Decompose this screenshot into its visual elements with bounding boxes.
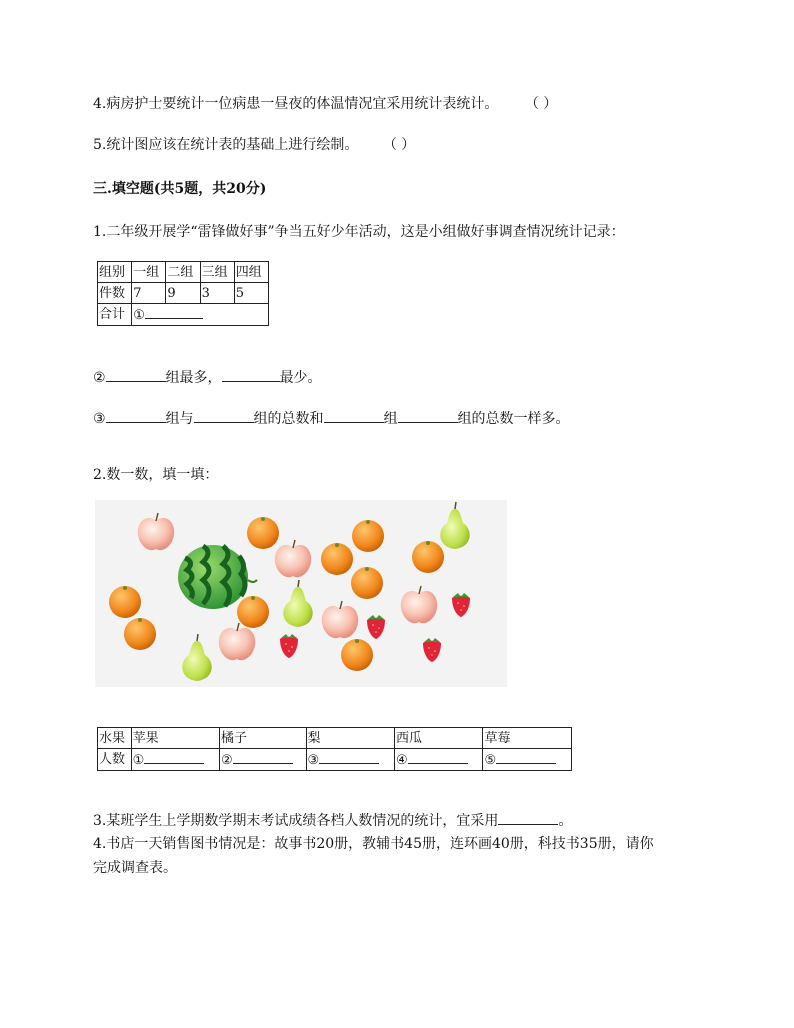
strawberry-icon xyxy=(280,634,298,658)
question-text: 组与 xyxy=(165,411,194,427)
answer-blank[interactable] xyxy=(233,749,293,764)
question-text: 组最多， xyxy=(165,370,222,386)
answer-blank[interactable] xyxy=(144,749,204,764)
orange-icon xyxy=(237,596,269,628)
apple-icon xyxy=(401,586,437,623)
table-row xyxy=(98,728,572,749)
value-cell: 7 xyxy=(132,283,166,304)
section-title: 三.填空题(共5题，共20分) xyxy=(93,181,267,197)
apple-icon xyxy=(275,540,311,577)
answer-paren-4[interactable]: （ ） xyxy=(524,96,558,112)
answer-cell xyxy=(220,749,306,771)
fill-1-question-3 xyxy=(93,408,570,428)
question-5 xyxy=(93,134,415,154)
pear-icon xyxy=(182,634,211,681)
question-text: 。 xyxy=(558,813,573,829)
value-cell: 3 xyxy=(200,283,234,304)
fill-4-line-1: 4.书店一天销售图书情况是：故事书20册，教辅书45册，连环画40册，科技书35册，请你 xyxy=(93,836,654,852)
total-cell xyxy=(132,304,269,326)
answer-blank[interactable] xyxy=(319,749,379,764)
answer-cell xyxy=(483,749,572,771)
table-row xyxy=(98,262,269,283)
answer-cell xyxy=(394,749,482,771)
apple-icon xyxy=(138,513,174,550)
blank-marker: ② xyxy=(221,753,233,768)
question-text: 3.某班学生上学期数学期末考试成绩各档人数情况的统计，宜采用 xyxy=(93,813,499,829)
row-label: 合计 xyxy=(98,304,132,326)
answer-blank[interactable] xyxy=(106,408,166,423)
blank-marker: ④ xyxy=(395,753,408,768)
fruit-table xyxy=(97,727,572,771)
value-cell: 5 xyxy=(234,283,268,304)
blank-marker: ② xyxy=(93,370,106,386)
orange-icon xyxy=(412,541,444,573)
row-label: 件数 xyxy=(98,283,132,304)
orange-icon xyxy=(341,639,373,671)
fill-2-intro: 2.数一数，填一填： xyxy=(93,467,219,483)
strawberry-icon xyxy=(452,593,470,617)
table-row xyxy=(98,304,269,326)
blank-marker: ⑤ xyxy=(484,753,497,768)
header-cell: 三组 xyxy=(200,262,234,283)
header-cell: 西瓜 xyxy=(394,728,482,749)
answer-cell xyxy=(131,749,219,771)
header-cell: 一组 xyxy=(132,262,166,283)
blank-marker: ① xyxy=(133,308,145,323)
question-5-text: 5.统计图应该在统计表的基础上进行绘制。 xyxy=(93,137,359,153)
row-label: 人数 xyxy=(98,749,132,771)
header-cell: 梨 xyxy=(306,728,394,749)
fruit-picture xyxy=(95,500,507,687)
header-cell: 橘子 xyxy=(220,728,306,749)
blank-marker: ③ xyxy=(93,411,106,427)
header-cell: 组别 xyxy=(98,262,132,283)
answer-paren-5[interactable]: （ ） xyxy=(382,137,416,153)
apple-icon xyxy=(219,623,255,660)
orange-icon xyxy=(109,586,141,618)
question-4 xyxy=(93,93,557,113)
apple-icon xyxy=(322,601,358,638)
pear-icon xyxy=(283,580,312,627)
header-cell: 水果 xyxy=(98,728,132,749)
orange-icon xyxy=(321,543,353,575)
value-cell: 9 xyxy=(166,283,200,304)
answer-cell xyxy=(306,749,394,771)
blank-marker: ③ xyxy=(307,753,320,768)
answer-blank[interactable] xyxy=(496,749,556,764)
pear-icon xyxy=(440,502,469,549)
answer-blank[interactable] xyxy=(194,408,254,423)
strawberry-icon xyxy=(367,615,385,639)
group-table xyxy=(97,261,269,326)
fill-1-question-2 xyxy=(93,367,322,387)
fill-4-line-2: 完成调查表。 xyxy=(93,860,177,876)
answer-blank[interactable] xyxy=(324,408,384,423)
orange-icon xyxy=(247,517,279,549)
question-text: 组的总数一样多。 xyxy=(457,411,570,427)
table-row xyxy=(98,749,572,771)
question-text: 组 xyxy=(383,411,398,427)
header-cell: 草莓 xyxy=(483,728,572,749)
orange-icon xyxy=(351,567,383,599)
header-cell: 苹果 xyxy=(131,728,219,749)
fruit-illustration xyxy=(95,500,507,687)
question-text: 最少。 xyxy=(279,370,322,386)
header-cell: 四组 xyxy=(234,262,268,283)
question-text: 组的总数和 xyxy=(253,411,324,427)
answer-blank[interactable] xyxy=(498,810,558,825)
blank-marker: ① xyxy=(132,753,145,768)
answer-blank[interactable] xyxy=(145,304,203,319)
orange-icon xyxy=(352,520,384,552)
fill-3 xyxy=(93,810,572,830)
question-4-text: 4.病房护士要统计一位病患一昼夜的体温情况宜采用统计表统计。 xyxy=(93,96,499,112)
answer-blank[interactable] xyxy=(398,408,458,423)
answer-blank[interactable] xyxy=(408,749,468,764)
answer-blank[interactable] xyxy=(222,367,280,382)
table-row xyxy=(98,283,269,304)
strawberry-icon xyxy=(423,638,441,662)
orange-icon xyxy=(124,618,156,650)
fill-1-intro: 1.二年级开展学“雷锋做好事”争当五好少年活动，这是小组做好事调查情况统计记录： xyxy=(93,224,625,240)
header-cell: 二组 xyxy=(166,262,200,283)
answer-blank[interactable] xyxy=(106,367,166,382)
